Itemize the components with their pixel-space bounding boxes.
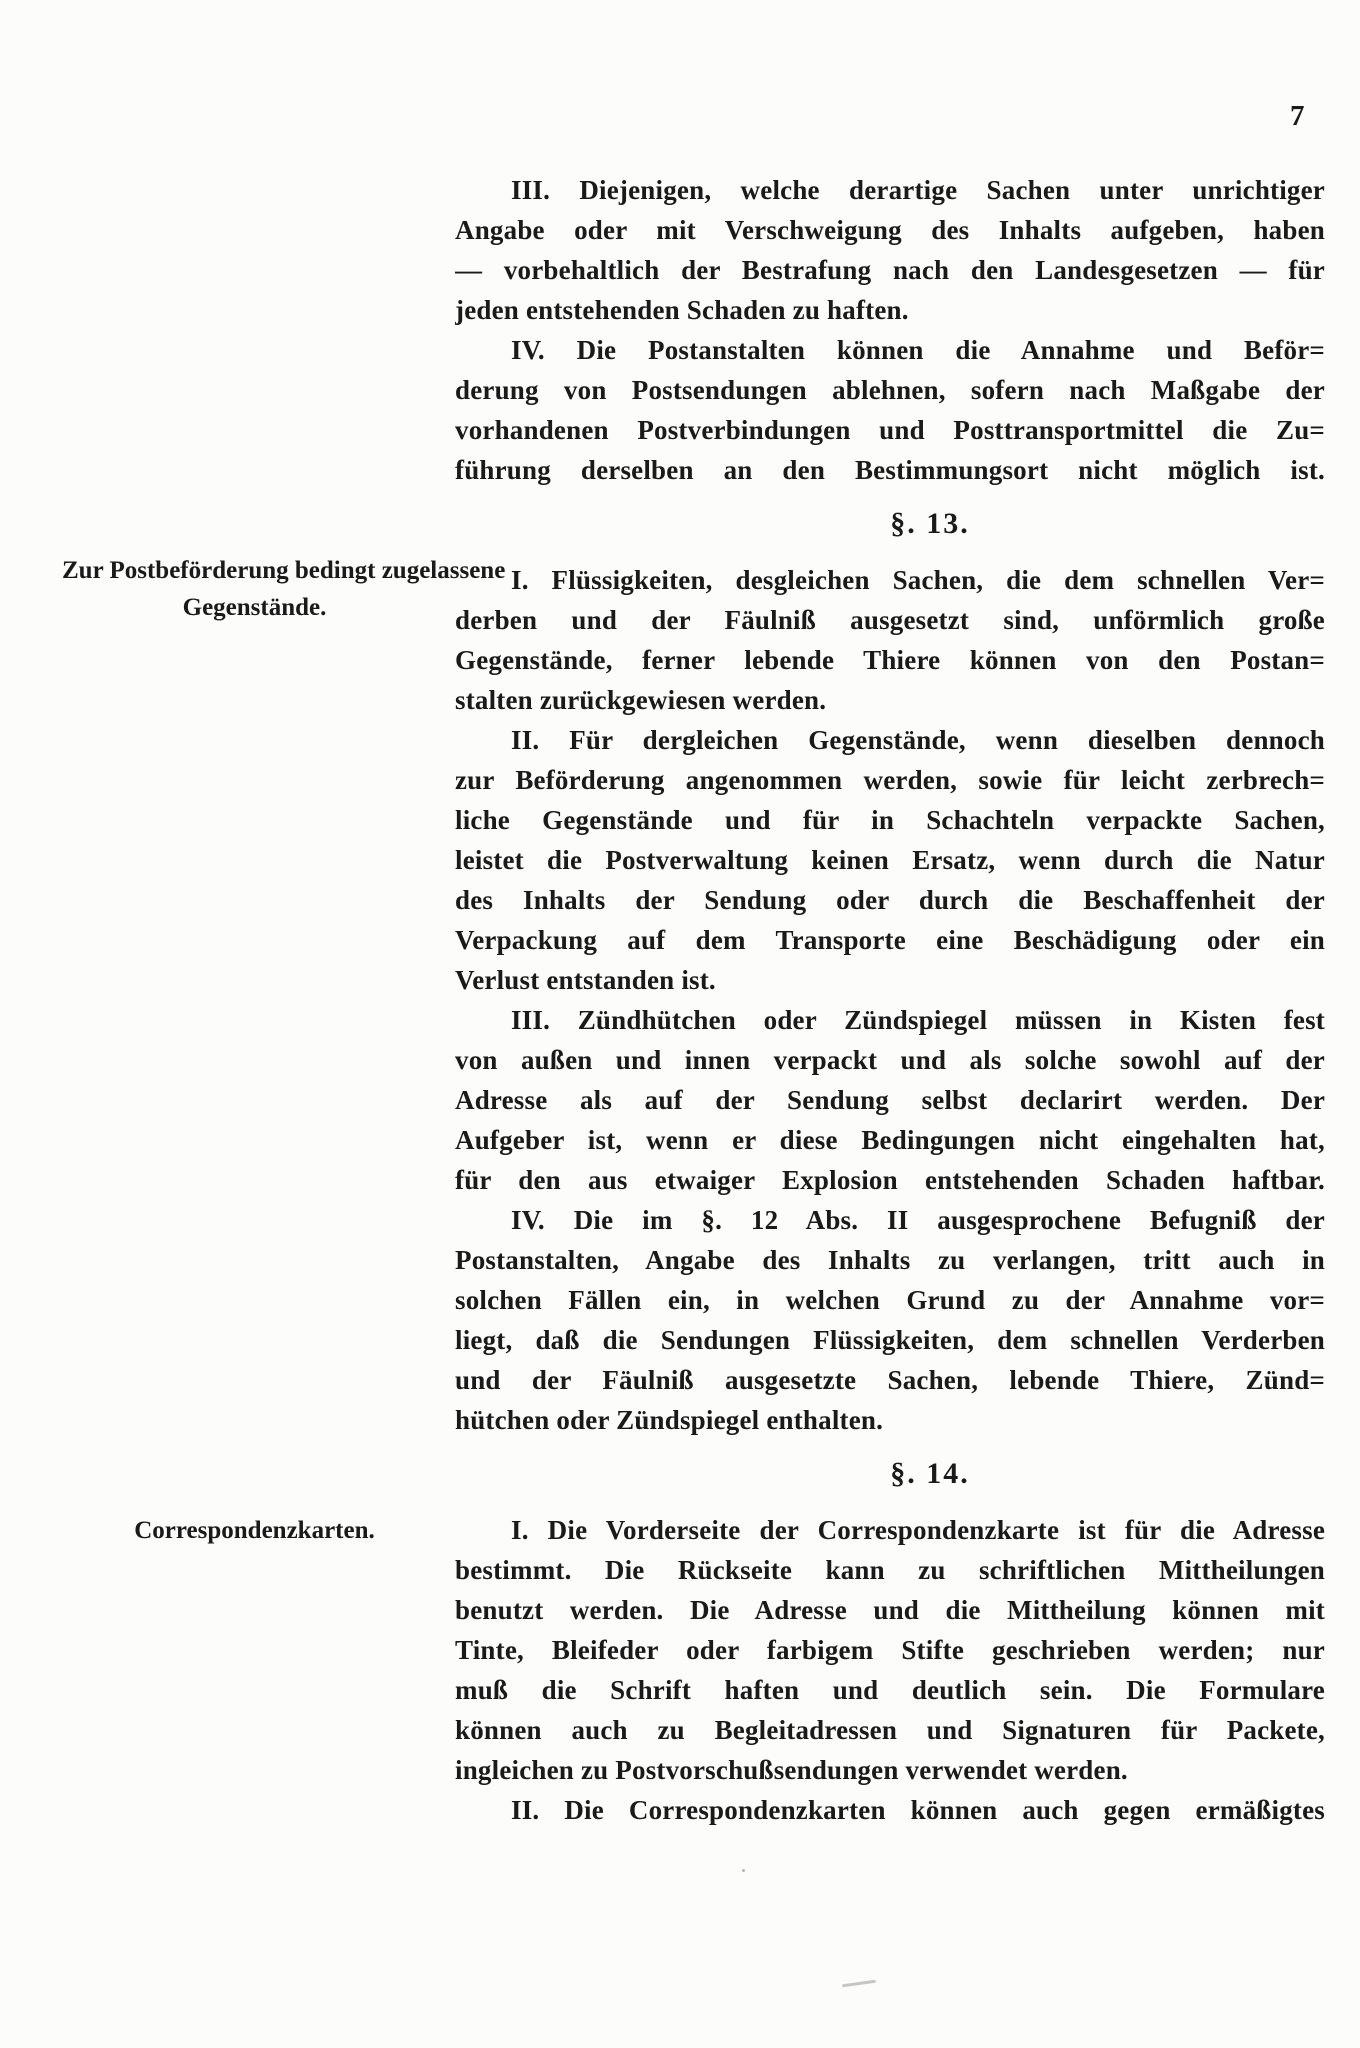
text-line: vorhandenen Postverbindungen und Posttransportmittel die Zu=: [455, 415, 1325, 445]
text-line: benutzt werden. Die Adresse und die Mittheilung können mit: [455, 1595, 1325, 1625]
paragraph: [455, 1200, 1325, 1440]
text-line: des Inhalts der Sendung oder durch die Beschaffenheit der: [455, 885, 1325, 915]
text-line: liegt, daß die Sendungen Flüssigkeiten, dem schnellen Verderben: [455, 1325, 1325, 1355]
text-line: führung derselben an den Bestimmungsort nicht möglich ist.: [455, 455, 1325, 485]
text-line: zur Beförderung angenommen werden, sowie für leicht zerbrech=: [455, 765, 1325, 795]
paragraph: [455, 560, 1325, 720]
text-line: Tinte, Bleifeder oder farbigem Stifte geschrieben werden; nur: [455, 1635, 1325, 1665]
text-line: und der Fäulniß ausgesetzte Sachen, lebende Thiere, Zünd=: [455, 1365, 1325, 1395]
text-line: IV. Die im §. 12 Abs. II ausgesprochene Befugniß der: [511, 1205, 1325, 1235]
margin-note-section14: [62, 1512, 447, 1549]
text-line: I. Die Vorderseite der Correspondenzkarte ist für die Adresse: [511, 1515, 1325, 1545]
text-line: Verpackung auf dem Transporte eine Beschädigung oder ein: [455, 925, 1325, 955]
text-line: Verlust entstanden ist.: [455, 965, 716, 995]
margin-note-section13: [62, 552, 506, 626]
page-number: 7: [1290, 100, 1306, 132]
text-line: Angabe oder mit Verschweigung des Inhalts aufgeben, haben: [455, 215, 1325, 245]
text-line: können auch zu Begleitadressen und Signaturen für Packete,: [455, 1715, 1325, 1745]
paragraph: [455, 720, 1325, 1000]
text-line: Aufgeber ist, wenn er diese Bedingungen nicht eingehalten hat,: [455, 1125, 1325, 1155]
text-line: IV. Die Postanstalten können die Annahme und Beför=: [511, 335, 1325, 365]
text-line: jeden entstehenden Schaden zu haften.: [455, 295, 909, 325]
text-line: Postanstalten, Angabe des Inhalts zu verlangen, tritt auch in: [455, 1245, 1325, 1275]
text-line: Gegenstände, ferner lebende Thiere können von den Postan=: [455, 645, 1325, 675]
paragraph: [455, 1790, 1325, 1830]
text-line: II. Die Correspondenzkarten können auch gegen ermäßigtes: [511, 1795, 1325, 1825]
text-line: derung von Postsendungen ablehnen, sofern nach Maßgabe der: [455, 375, 1325, 405]
text-line: hütchen oder Zündspiegel enthalten.: [455, 1405, 884, 1435]
text-line: — vorbehaltlich der Bestrafung nach den Landesgesetzen — für: [455, 255, 1325, 285]
margin-note-line: Zur Postbeförderung bedingt zugelassene: [62, 557, 506, 584]
text-line: III. Diejenigen, welche derartige Sachen unter unrichtiger: [511, 175, 1325, 205]
text-line: derben und der Fäulniß ausgesetzt sind, unförmlich große: [455, 605, 1325, 635]
paragraph: [455, 1000, 1325, 1200]
text-line: von außen und innen verpackt und als solche sowohl auf der: [455, 1045, 1325, 1075]
text-line: liche Gegenstände und für in Schachteln verpackte Sachen,: [455, 805, 1325, 835]
text-line: Adresse als auf der Sendung selbst declarirt werden. Der: [455, 1085, 1325, 1115]
margin-note-line: Correspondenzkarten.: [134, 1517, 375, 1544]
scan-artifact-dash: [842, 1980, 876, 1988]
text-line: II. Für dergleichen Gegenstände, wenn dieselben dennoch: [511, 725, 1325, 755]
text-column: [455, 170, 1325, 1830]
scan-artifact-dot: [742, 1869, 745, 1872]
section-heading-14: §. 14.: [890, 1457, 970, 1490]
paragraph: [455, 1510, 1325, 1790]
text-line: muß die Schrift haften und deutlich sein. Die Formulare: [455, 1675, 1325, 1705]
text-line: stalten zurückgewiesen werden.: [455, 685, 827, 715]
text-line: III. Zündhütchen oder Zündspiegel müssen in Kisten fest: [511, 1005, 1325, 1035]
text-line: bestimmt. Die Rückseite kann zu schriftlichen Mittheilungen: [455, 1555, 1325, 1585]
section-heading-13: §. 13.: [890, 507, 970, 540]
text-line: I. Flüssigkeiten, desgleichen Sachen, die dem schnellen Ver=: [511, 565, 1325, 595]
text-line: ingleichen zu Postvorschußsendungen verwendet werden.: [455, 1755, 1128, 1785]
text-line: solchen Fällen ein, in welchen Grund zu der Annahme vor=: [455, 1285, 1325, 1315]
margin-note-line: Gegenstände.: [182, 594, 327, 621]
text-line: leistet die Postverwaltung keinen Ersatz, wenn durch die Natur: [455, 845, 1325, 875]
text-line: für den aus etwaiger Explosion entstehenden Schaden haftbar.: [455, 1165, 1325, 1195]
paragraph: [455, 330, 1325, 490]
paragraph: [455, 170, 1325, 330]
